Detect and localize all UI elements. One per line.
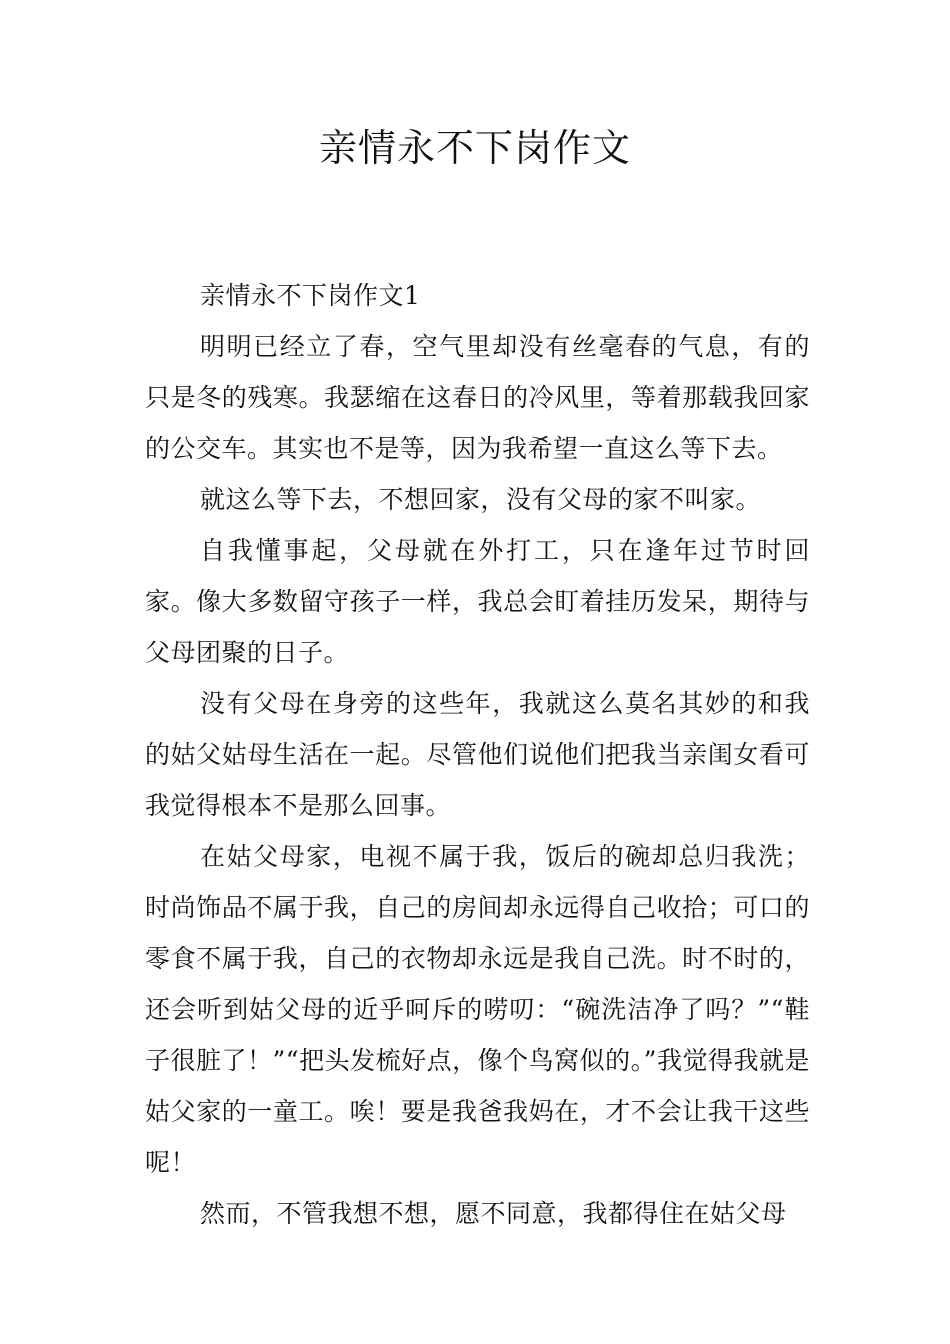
paragraph: 就这么等下去，不想回家，没有父母的家不叫家。 bbox=[200, 485, 762, 514]
paragraph: 自我懂事起，父母就在外打工，只在逢年过节时回家。像大多数留守孩子一样，我总会盯着挂历发呆，期待与父母团聚的日子。 bbox=[145, 536, 810, 667]
document-body bbox=[145, 270, 810, 1239]
paragraph: 然而，不管我想不想，愿不同意，我都得住在姑父母 bbox=[200, 1199, 787, 1228]
document-title: 亲情永不下岗作文 bbox=[318, 126, 631, 170]
paragraph: 在姑父母家，电视不属于我，饭后的碗却总归我洗；时尚饰品不属于我，自己的房间却永远得自己收拾；可口的零食不属于我，自己的衣物却永远是我自己洗。时不时的，还会听到姑父母的近乎呵斥的唠叨：“碗洗洁净了吗？”“鞋子很脏了！”“把头发梳好点，像个鸟窝似的。”我觉得我就是姑父家的一童工。唉！要是我爸我妈在，才不会让我干这些呢！ bbox=[145, 842, 810, 1177]
paragraph: 明明已经立了春，空气里却没有丝毫春的气息，有的只是冬的残寒。我瑟缩在这春日的冷风里，等着那载我回家的公交车。其实也不是等，因为我希望一直这么等下去。 bbox=[145, 332, 810, 463]
paragraph: 没有父母在身旁的这些年，我就这么莫名其妙的和我的姑父姑母生活在一起。尽管他们说他们把我当亲闺女看可我觉得根本不是那么回事。 bbox=[145, 689, 810, 820]
section-heading: 亲情永不下岗作文1 bbox=[200, 281, 421, 310]
